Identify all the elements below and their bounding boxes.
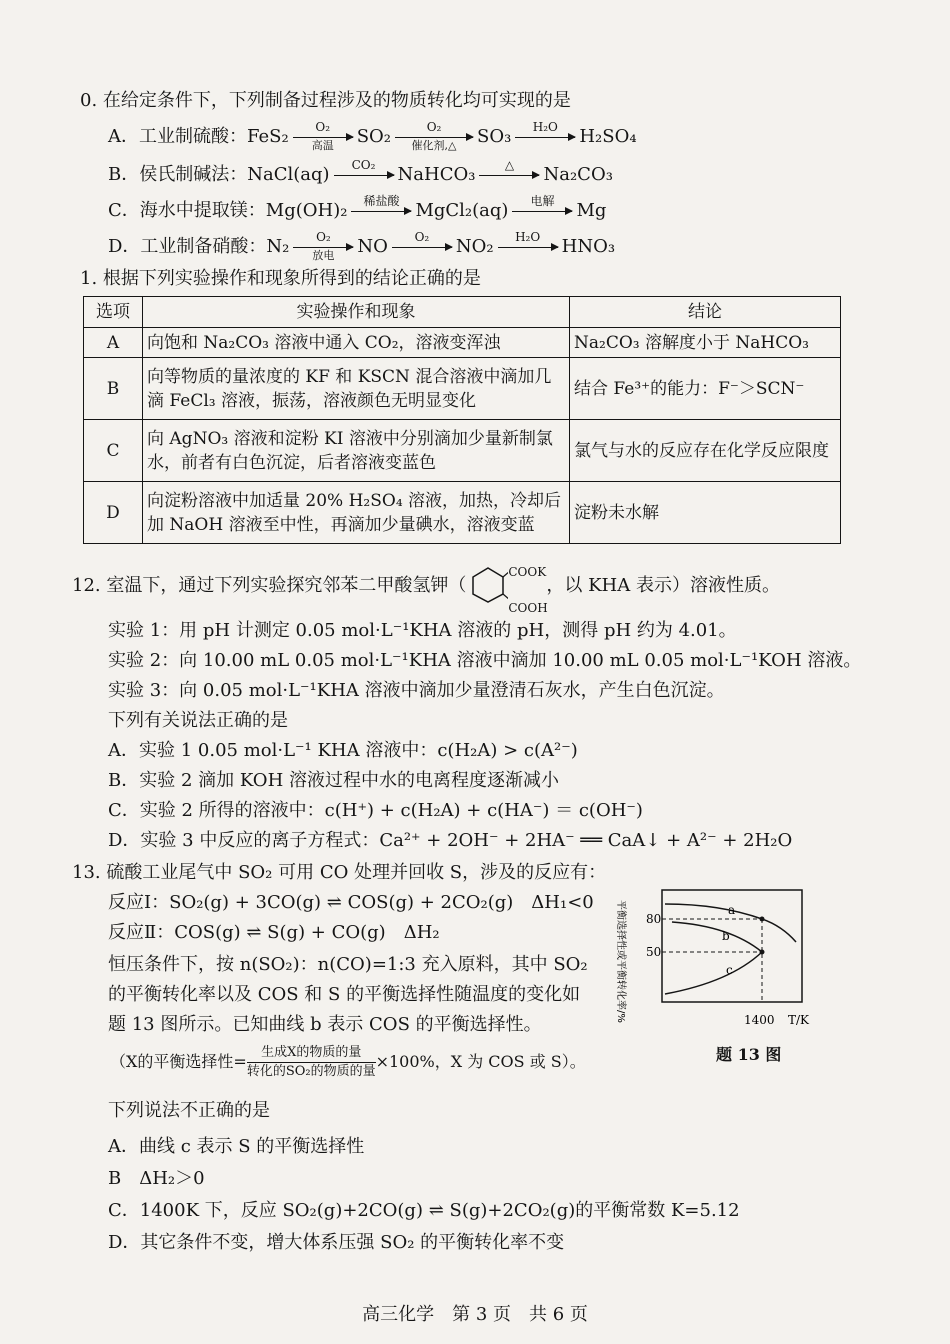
- series-c-label: c: [726, 963, 733, 977]
- y-tick-label: 80: [646, 912, 662, 926]
- x-tick-label: 1400: [744, 1013, 775, 1027]
- table-header-row: [84, 297, 841, 328]
- reaction-arrow: O₂ 高温: [293, 124, 353, 150]
- q10-option-b[interactable]: B．侯氏制碱法：NaCl(aq) CO₂ NaHCO₃ △ Na₂CO₃: [108, 162, 613, 188]
- q12-stem: 12. 室温下，通过下列实验探究邻苯二甲酸氢钾（ COOK COOH ，以 KHA 表示）溶液性质。: [72, 565, 780, 615]
- table-row[interactable]: A 向饱和 Na₂CO₃ 溶液中通入 CO₂，溶液变浑浊 Na₂CO₃ 溶解度小于 NaHCO₃: [84, 328, 841, 358]
- q13-para-line-3: 题 13 图所示。已知曲线 b 表示 COS 的平衡选择性。: [108, 1014, 542, 1035]
- point-a-1400: [760, 917, 765, 922]
- reaction-arrow: CO₂: [334, 162, 394, 188]
- reaction-arrow: H₂O: [515, 124, 575, 150]
- table-row[interactable]: D 向淀粉溶液中加适量 20% H₂SO₄ 溶液，加热，冷却后加 NaOH 溶液至中性，再滴加少量碘水，溶液变蓝 淀粉未水解: [84, 482, 841, 544]
- q10-a-label: A．工业制硫酸：FeS₂: [108, 126, 289, 147]
- selectivity-fraction: $\frac{\text{生成X的物质的量}}{\text{转化的SO₂的物质的量}}$: [246, 1045, 376, 1079]
- q13-ask: 下列说法不正确的是: [108, 1100, 270, 1121]
- point-bc-1400: [760, 950, 765, 955]
- q10-stem: 0. 在给定条件下，下列制备过程涉及的物质转化均可实现的是: [80, 90, 571, 111]
- q13-stem: 13. 硫酸工业尾气中 SO₂ 可用 CO 处理并回收 S，涉及的反应有：: [72, 862, 607, 883]
- experiment-table: [83, 296, 841, 544]
- reaction-arrow: 电解: [512, 198, 572, 224]
- reaction-arrow: O₂: [392, 234, 452, 260]
- q13-option-c[interactable]: C．1400K 下，反应 SO₂(g)+2CO(g) ⇌ S(g)+2CO₂(g)的平衡常数 K=5.12: [108, 1200, 740, 1221]
- q13-chart: [610, 882, 830, 1032]
- series-a-label: a: [728, 903, 736, 917]
- series-b-line: [672, 922, 762, 952]
- q13-selectivity-definition: （X的平衡选择性= $\frac{\text{生成X的物质的量}}{\text{转化的SO₂的物质的量}}$ ×100%，X 为 COS 或 S）。: [110, 1045, 586, 1079]
- reaction-arrow: 稀盐酸: [351, 198, 411, 224]
- q12-option-b[interactable]: B．实验 2 滴加 KOH 溶液过程中水的电离程度逐渐减小: [108, 770, 559, 791]
- q13-chart-svg: [610, 882, 830, 1032]
- y-tick-label: 50: [646, 945, 662, 959]
- reaction-arrow: △: [479, 162, 539, 188]
- q13-option-d[interactable]: D．其它条件不变，增大体系压强 SO₂ 的平衡转化率不变: [108, 1232, 565, 1253]
- q11-stem: 1. 根据下列实验操作和现象所得到的结论正确的是: [80, 268, 481, 289]
- series-b-label: b: [722, 929, 730, 943]
- table-header-cell: 结论: [570, 297, 841, 328]
- q13-option-b[interactable]: B ΔH₂＞0: [108, 1168, 205, 1189]
- reaction-arrow: O₂ 催化剂,△: [395, 124, 473, 150]
- reaction-arrow: H₂O: [498, 234, 558, 260]
- benzene-structure: COOK COOH: [466, 573, 546, 599]
- figure-caption: 题 13 图: [716, 1045, 782, 1064]
- reaction-arrow: O₂ 放电: [293, 234, 353, 260]
- table-header-cell: 实验操作和现象: [143, 297, 570, 328]
- q12-option-c[interactable]: C．实验 2 所得的溶液中：c(H⁺) + c(H₂A) + c(HA⁻) ＝ c(OH⁻): [108, 800, 643, 821]
- x-axis-label: T/K: [788, 1013, 810, 1027]
- series-c-line: [665, 952, 762, 994]
- q12-experiment-3: 实验 3：向 0.05 mol·L⁻¹KHA 溶液中滴加少量澄清石灰水，产生白色沉淀。: [108, 680, 725, 701]
- q13-para-line-1: 恒压条件下，按 n(SO₂)：n(CO)=1:3 充入原料，其中 SO₂: [108, 954, 588, 975]
- q12-experiment-2: 实验 2：向 10.00 mL 0.05 mol·L⁻¹KHA 溶液中滴加 10.00 mL 0.05 mol·L⁻¹KOH 溶液。: [108, 650, 862, 671]
- q10-option-c[interactable]: C．海水中提取镁：Mg(OH)₂ 稀盐酸 MgCl₂(aq) 电解 Mg: [108, 198, 606, 224]
- q12-option-a[interactable]: A．实验 1 0.05 mol·L⁻¹ KHA 溶液中：c(H₂A) > c(A²⁻): [108, 740, 578, 761]
- q13-para-line-2: 的平衡转化率以及 COS 和 S 的平衡选择性随温度的变化如: [108, 984, 581, 1005]
- q10-option-a[interactable]: A．工业制硫酸：FeS₂ O₂ 高温 SO₂ O₂ 催化剂,△ SO₃ H₂O H₂SO₄: [108, 120, 637, 152]
- q12-experiment-1: 实验 1：用 pH 计测定 0.05 mol·L⁻¹KHA 溶液的 pH，测得 pH 约为 4.01。: [108, 620, 737, 641]
- table-header-cell: 选项: [84, 297, 143, 328]
- q13-reaction-2: 反应Ⅱ：COS(g) ⇌ S(g) + CO(g) ΔH₂: [108, 922, 440, 943]
- q13-option-a[interactable]: A．曲线 c 表示 S 的平衡选择性: [108, 1136, 365, 1157]
- q12-option-d[interactable]: D．实验 3 中反应的离子方程式：Ca²⁺ + 2OH⁻ + 2HA⁻ ══ CaA↓ + A²⁻ + 2H₂O: [108, 830, 793, 851]
- table-row[interactable]: C 向 AgNO₃ 溶液和淀粉 KI 溶液中分别滴加少量新制氯水，前者有白色沉淀，后者溶液变蓝色 氯气与水的反应存在化学反应限度: [84, 420, 841, 482]
- q13-reaction-1: 反应Ⅰ：SO₂(g) + 3CO(g) ⇌ COS(g) + 2CO₂(g) ΔH₁<0: [108, 892, 594, 913]
- page-footer: 高三化学 第 3 页 共 6 页: [362, 1304, 588, 1325]
- benzene-ring-icon: [468, 565, 508, 605]
- q12-ask: 下列有关说法正确的是: [108, 710, 288, 731]
- y-axis-label: 平衡选择性或平衡转化率/%: [615, 900, 626, 1023]
- q10-option-d[interactable]: D．工业制备硝酸：N₂ O₂ 放电 NO O₂ NO₂ H₂O HNO₃: [108, 230, 616, 262]
- table-row[interactable]: B 向等物质的量浓度的 KF 和 KSCN 混合溶液中滴加几滴 FeCl₃ 溶液，振荡，溶液颜色无明显变化 结合 Fe³⁺的能力：F⁻＞SCN⁻: [84, 358, 841, 420]
